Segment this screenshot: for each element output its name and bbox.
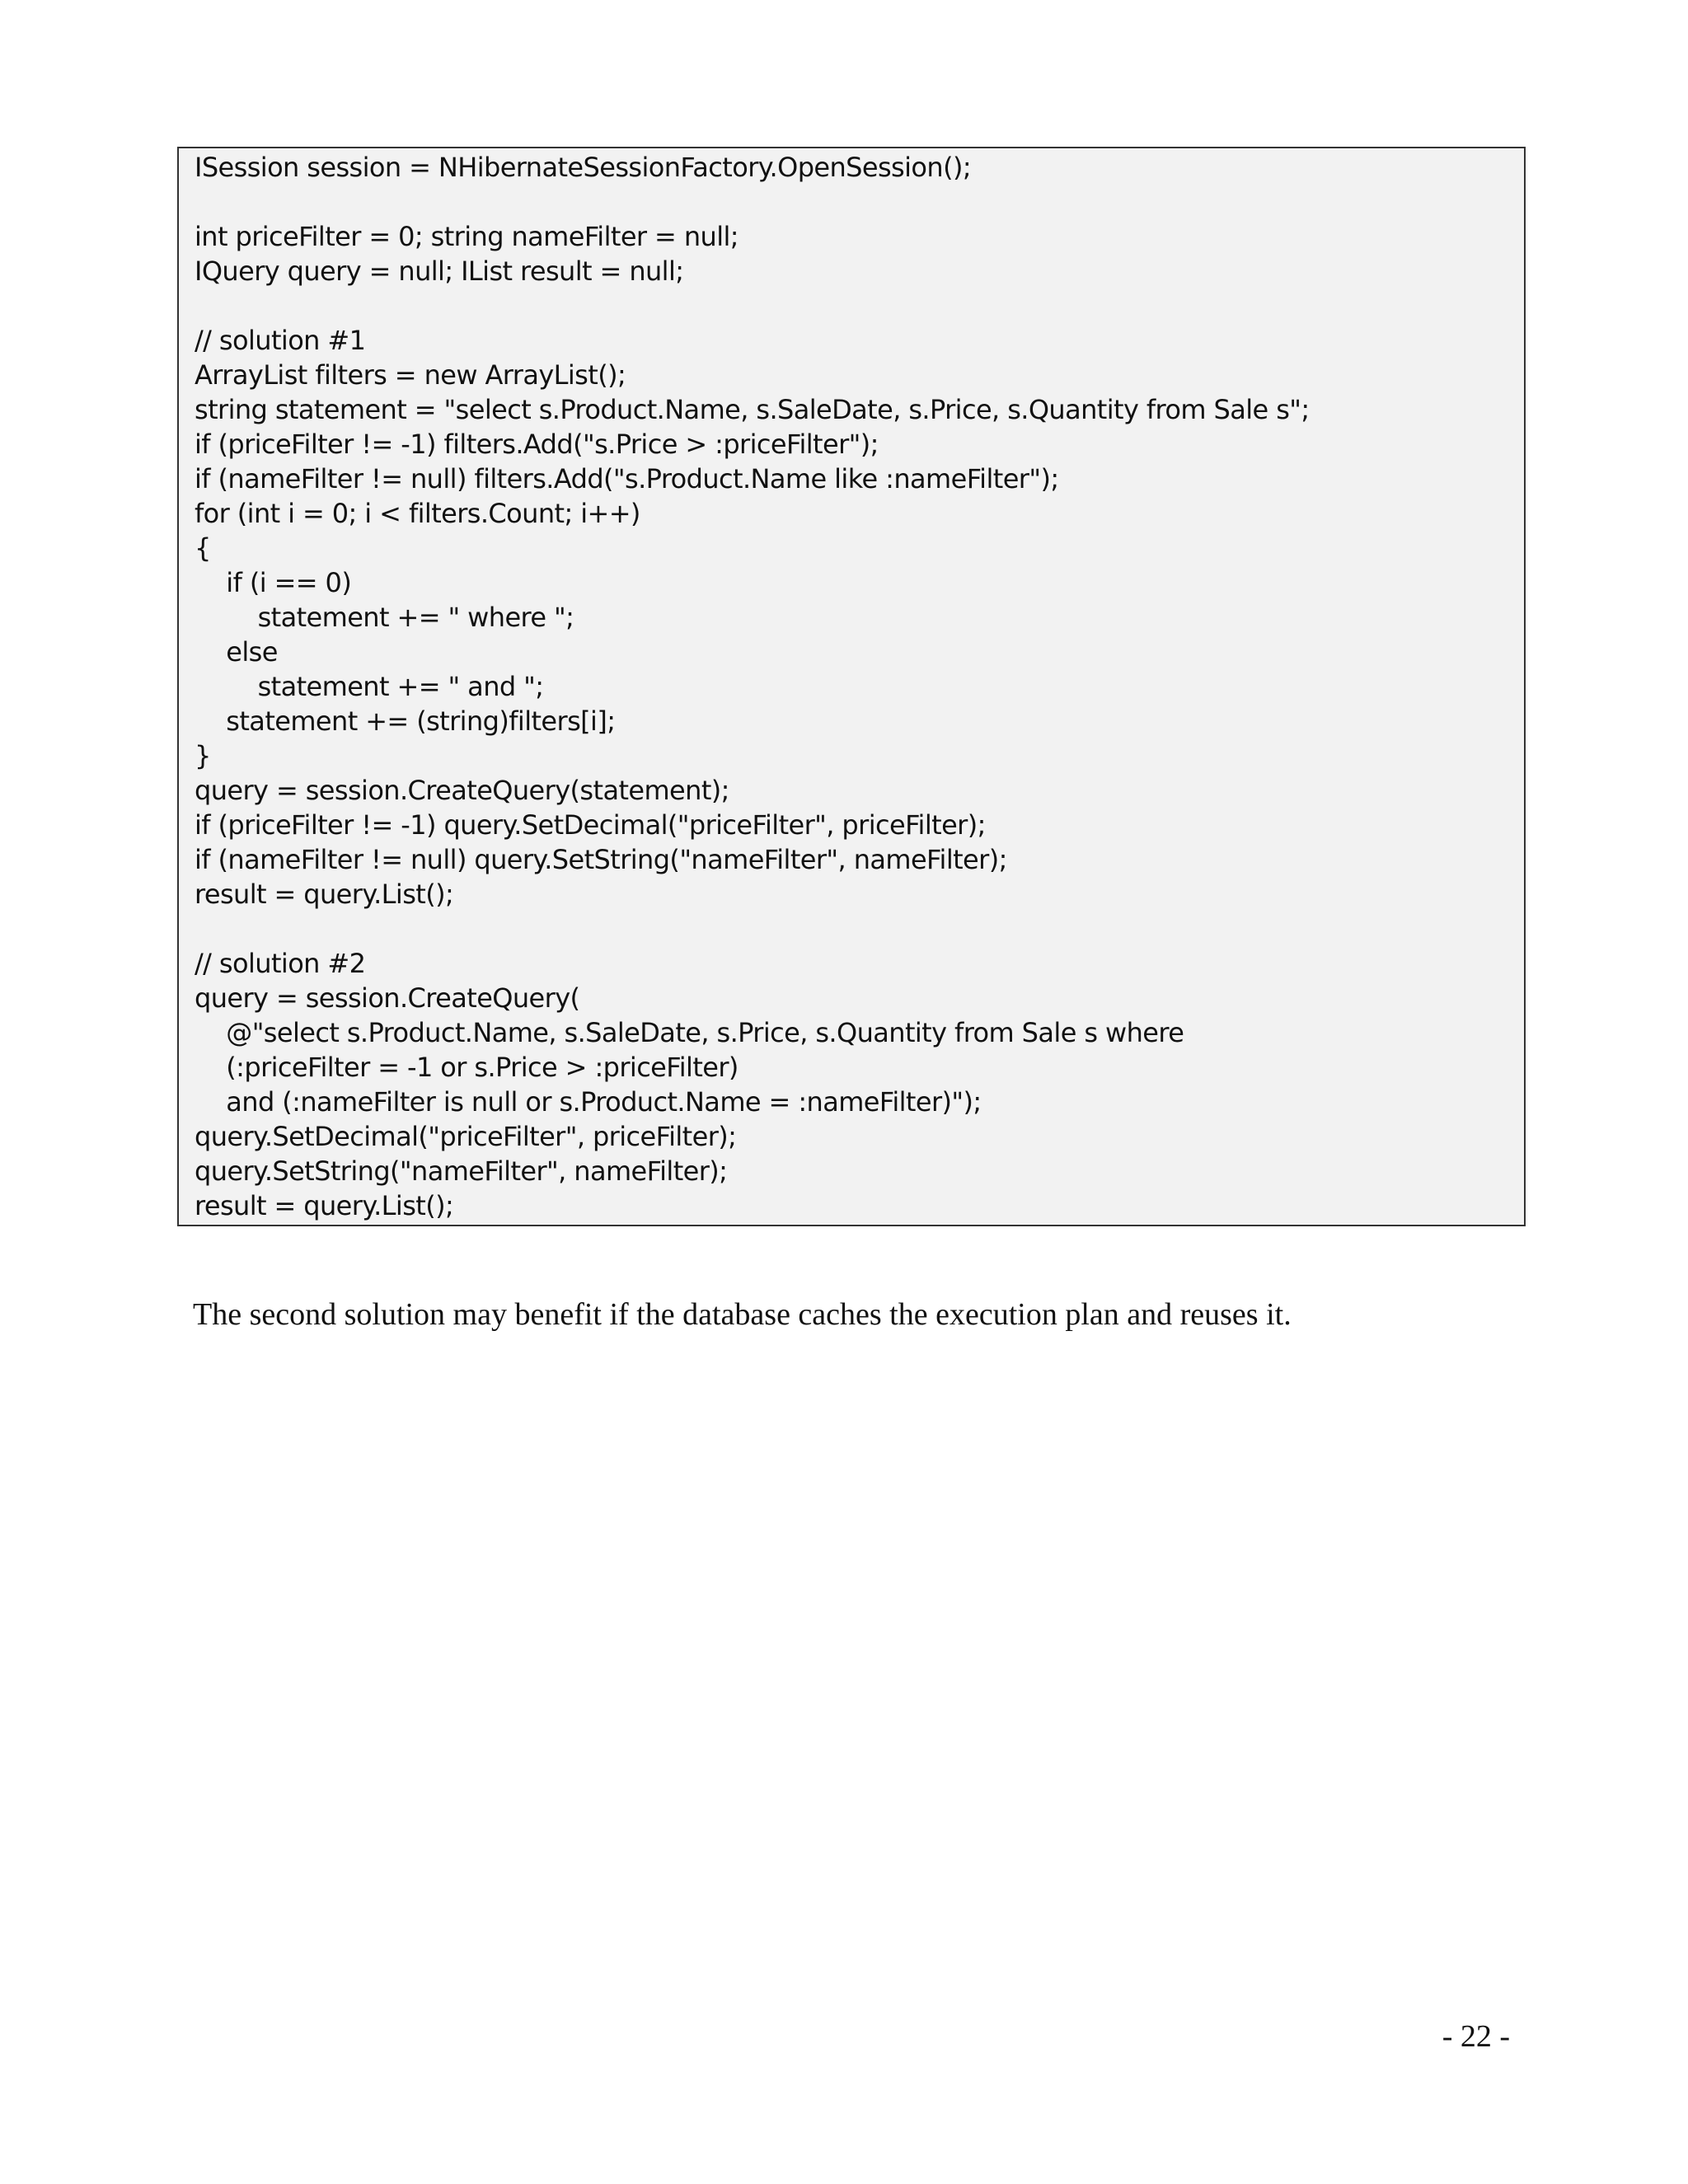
code-line: result = query.List(); bbox=[195, 879, 454, 910]
code-line: int priceFilter = 0; string nameFilter = null; bbox=[195, 221, 738, 252]
code-line: // solution #2 bbox=[195, 948, 366, 979]
code-line: else bbox=[195, 636, 278, 668]
code-line: @"select s.Product.Name, s.SaleDate, s.Price, s.Quantity from Sale s where bbox=[195, 1017, 1184, 1048]
code-line: ArrayList filters = new ArrayList(); bbox=[195, 359, 626, 391]
code-line: statement += " where "; bbox=[195, 602, 574, 633]
code-line: query.SetDecimal("priceFilter", priceFilter); bbox=[195, 1121, 737, 1152]
code-line: IQuery query = null; IList result = null; bbox=[195, 255, 684, 287]
code-line: if (nameFilter != null) query.SetString("nameFilter", nameFilter); bbox=[195, 844, 1007, 875]
code-line: and (:nameFilter is null or s.Product.Name = :nameFilter)"); bbox=[195, 1086, 982, 1118]
page-number: - 22 - bbox=[1442, 2019, 1510, 2054]
code-line: ISession session = NHibernateSessionFactory.OpenSession(); bbox=[195, 152, 972, 183]
body-paragraph: The second solution may benefit if the database caches the execution plan and reuses it. bbox=[193, 1297, 1292, 1332]
code-line: result = query.List(); bbox=[195, 1190, 454, 1221]
code-line: query = session.CreateQuery(statement); bbox=[195, 775, 729, 806]
code-line: (:priceFilter = -1 or s.Price > :priceFilter) bbox=[195, 1052, 738, 1083]
code-line: if (priceFilter != -1) filters.Add("s.Price > :priceFilter"); bbox=[195, 429, 879, 460]
code-line: query.SetString("nameFilter", nameFilter); bbox=[195, 1155, 728, 1187]
code-line bbox=[195, 185, 1524, 219]
code-line: { bbox=[195, 532, 211, 564]
code-line: for (int i = 0; i < filters.Count; i++) bbox=[195, 498, 640, 529]
code-line: string statement = "select s.Product.Name, s.SaleDate, s.Price, s.Quantity from Sale s"; bbox=[195, 394, 1310, 425]
code-listing bbox=[177, 147, 1526, 1226]
code-line: statement += (string)filters[i]; bbox=[195, 705, 616, 737]
code-line: // solution #1 bbox=[195, 325, 366, 356]
code-line: if (priceFilter != -1) query.SetDecimal("priceFilter", priceFilter); bbox=[195, 809, 986, 841]
code-line: } bbox=[195, 740, 211, 771]
code-line: if (i == 0) bbox=[195, 567, 352, 598]
code-line: query = session.CreateQuery( bbox=[195, 982, 580, 1014]
code-line: statement += " and "; bbox=[195, 671, 544, 702]
code-line bbox=[195, 288, 1524, 323]
code-line bbox=[195, 912, 1524, 946]
code-line: if (nameFilter != null) filters.Add("s.Product.Name like :nameFilter"); bbox=[195, 463, 1059, 494]
